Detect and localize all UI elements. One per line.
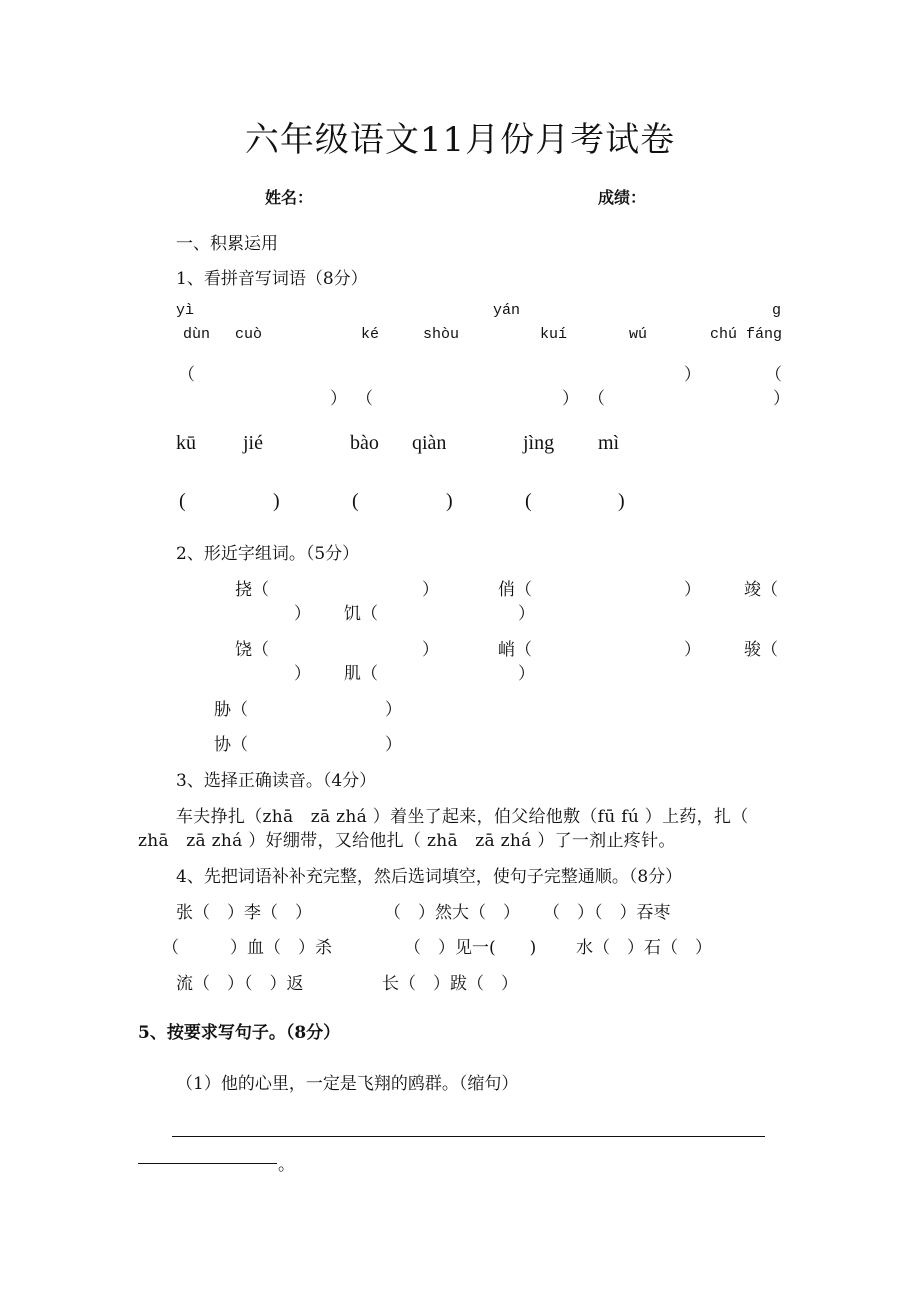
word-item: 竣（ <box>744 580 778 600</box>
idiom-item: 水（ ）石（ ） <box>576 938 712 958</box>
idiom-item: （ ）（ ）吞枣 <box>543 903 671 923</box>
pinyin-large: bào <box>350 432 379 454</box>
word-item: 协（ <box>214 735 248 755</box>
word-item: ） <box>385 700 402 720</box>
pinyin-large: qiàn <box>412 432 447 454</box>
word-item: ） <box>684 580 701 600</box>
answer-bracket: （ <box>178 365 195 385</box>
answer-bracket: ) <box>446 490 453 512</box>
word-item: ） <box>294 604 311 624</box>
word-item: ） <box>385 735 402 755</box>
idiom-item: （ ）然大（ ） <box>384 903 520 923</box>
idiom-item: （ ）见一( ) <box>404 938 537 958</box>
score-label: 成绩： <box>598 188 647 207</box>
question-4-title: 4、先把词语补补充完整，然后选词填空，使句子完整通顺。（8分） <box>176 867 683 887</box>
pinyin-upper: yì <box>176 302 195 319</box>
name-label: 姓名： <box>265 188 314 207</box>
word-item: 挠（ <box>235 580 269 600</box>
idiom-item: （ ）血（ ）杀 <box>162 938 332 958</box>
pinyin-upper: g <box>772 302 782 319</box>
answer-line <box>172 1136 765 1137</box>
question-3-text: zhā zā zhá ）好绷带，又给他扎（ zhā zā zhá ）了一剂止疼针。 <box>138 831 676 851</box>
answer-bracket: ( <box>179 490 186 512</box>
word-item: 俏（ <box>498 580 532 600</box>
question-3-title: 3、选择正确读音。（4分） <box>176 771 377 791</box>
end-mark: 。 <box>278 1155 295 1175</box>
question-3-text: 车夫挣扎（zhā zā zhá ）着坐了起来，伯父给他敷（fū fú ）上药，扎（ <box>176 807 749 827</box>
word-item: 肌（ <box>344 664 378 684</box>
pinyin-lower: dùn <box>183 326 211 343</box>
answer-bracket: ） <box>330 389 347 409</box>
word-item: ） <box>518 604 535 624</box>
pinyin-lower: cuò <box>235 326 263 343</box>
question-5-title: 5、按要求写句子。（8分） <box>138 1023 341 1043</box>
answer-bracket: （ <box>356 389 373 409</box>
word-item: 峭（ <box>498 640 532 660</box>
answer-bracket: ） <box>684 365 701 385</box>
question-5-item: （1）他的心里，一定是飞翔的鸥群。（缩句） <box>176 1074 519 1094</box>
pinyin-lower: shòu <box>423 326 460 343</box>
answer-bracket: ( <box>352 490 359 512</box>
answer-bracket: ) <box>618 490 625 512</box>
word-item: ） <box>294 664 311 684</box>
answer-bracket: ( <box>525 490 532 512</box>
answer-bracket: ） <box>562 389 579 409</box>
question-2-title: 2、形近字组词。（5分） <box>176 544 360 564</box>
idiom-item: 流（ ）（ ）返 <box>176 974 304 994</box>
pinyin-large: mì <box>598 432 620 454</box>
pinyin-large: jié <box>243 432 263 454</box>
answer-bracket: （ <box>765 365 782 385</box>
answer-line <box>138 1163 277 1164</box>
page-title: 六年级语文11月份月考试卷 <box>244 120 676 160</box>
word-item: 骏（ <box>744 640 778 660</box>
word-item: ） <box>684 640 701 660</box>
pinyin-large: jìng <box>523 432 555 454</box>
word-item: 饶（ <box>235 640 269 660</box>
word-item: ） <box>422 640 439 660</box>
answer-bracket: ） <box>773 389 790 409</box>
idiom-item: 长（ ）跋（ ） <box>382 974 518 994</box>
word-item: ） <box>518 664 535 684</box>
idiom-item: 张（ ）李（ ） <box>176 903 312 923</box>
section-heading: 一、积累运用 <box>176 234 278 254</box>
pinyin-lower: chú fáng <box>710 326 783 343</box>
pinyin-lower: kuí <box>540 326 568 343</box>
answer-bracket: （ <box>588 389 605 409</box>
answer-bracket: ) <box>273 490 280 512</box>
pinyin-large: kū <box>176 432 196 454</box>
question-1-title: 1、看拼音写词语（8分） <box>176 269 368 289</box>
word-item: ） <box>422 580 439 600</box>
word-item: 胁（ <box>214 700 248 720</box>
pinyin-lower: ké <box>361 326 380 343</box>
pinyin-upper: yán <box>493 302 521 319</box>
word-item: 饥（ <box>344 604 378 624</box>
pinyin-lower: wú <box>629 326 648 343</box>
